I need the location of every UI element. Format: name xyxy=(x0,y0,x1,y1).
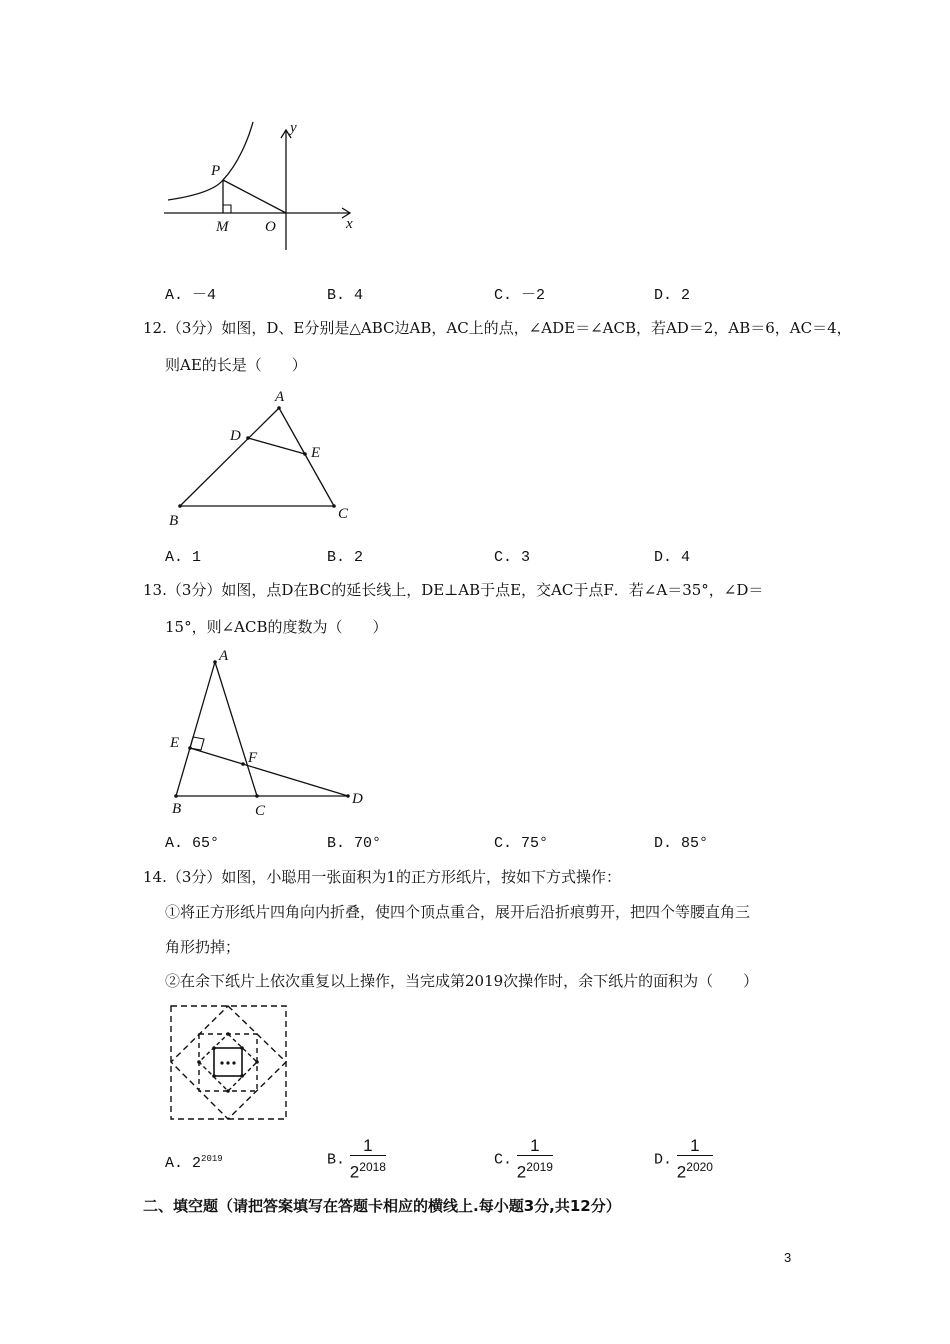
q14-option-c-base: 2 xyxy=(516,1162,527,1182)
q11-option-a[interactable]: A. －4 xyxy=(165,287,217,304)
q11-option-b[interactable]: B. 4 xyxy=(327,287,364,304)
q14-option-c-label: C. xyxy=(494,1151,513,1169)
q14-step2: ②在余下纸片上依次重复以上操作，当完成第2019次操作时，余下纸片的面积为（ ） xyxy=(165,972,759,990)
q14-option-d-numerator: 1 xyxy=(677,1137,713,1156)
vertex-dot xyxy=(226,1032,230,1036)
q14-option-a-label: A. xyxy=(165,1155,184,1172)
q13-option-b[interactable]: B. 70° xyxy=(327,835,382,852)
dot-1 xyxy=(220,1061,223,1064)
label-D: D xyxy=(352,791,363,807)
label-D: D xyxy=(230,428,241,444)
label-E: E xyxy=(170,735,180,751)
q14-option-b-fraction xyxy=(350,1137,386,1184)
vertex-dot xyxy=(240,1074,244,1078)
side-AC xyxy=(279,408,334,506)
q14-option-b-exp: 2018 xyxy=(359,1160,386,1174)
point-D xyxy=(346,794,350,798)
side-AC xyxy=(215,662,257,796)
q12-option-a[interactable]: A. 1 xyxy=(165,549,202,566)
q14-option-d[interactable] xyxy=(654,1137,713,1184)
q12-stem-line2: 则AE的长是（ ） xyxy=(165,356,307,374)
point-F xyxy=(241,762,245,766)
q14-option-d-base: 2 xyxy=(676,1162,687,1182)
q12-option-b[interactable]: B. 2 xyxy=(327,549,364,566)
q11-option-d[interactable]: D. 2 xyxy=(654,287,691,304)
point-B xyxy=(178,504,182,508)
page-number: 3 xyxy=(784,1250,792,1265)
label-P: P xyxy=(211,163,221,179)
q13-option-c[interactable]: C. 75° xyxy=(494,835,549,852)
point-D xyxy=(246,436,250,440)
hyperbola-curve xyxy=(168,122,253,200)
segment-PO xyxy=(223,180,286,213)
q14-option-d-label: D. xyxy=(654,1151,673,1169)
side-AB xyxy=(180,408,279,506)
label-F: F xyxy=(248,750,258,766)
q13-option-d[interactable]: D. 85° xyxy=(654,835,709,852)
q12-option-c[interactable]: C. 3 xyxy=(494,549,531,566)
q14-option-c-denominator xyxy=(517,1156,553,1184)
q14-option-b-denominator xyxy=(350,1156,386,1184)
segment-ED xyxy=(190,748,348,796)
dot-2 xyxy=(226,1061,229,1064)
q13-stem-line1: 13.（3分）如图，点D在BC的延长线上，DE⊥AB于点E，交AC于点F．若∠A＝35°，∠D＝ xyxy=(143,581,764,599)
q14-option-c-fraction xyxy=(517,1137,553,1184)
q14-option-a[interactable] xyxy=(165,1149,223,1174)
q14-option-c-numerator: 1 xyxy=(517,1137,553,1156)
label-y: y xyxy=(290,120,297,136)
q14-figure xyxy=(160,995,300,1130)
q14-option-c-exp: 2019 xyxy=(526,1160,553,1174)
point-B xyxy=(174,794,178,798)
q14-option-a-base: 2 xyxy=(192,1155,202,1172)
vertex-dot xyxy=(212,1046,216,1050)
point-A xyxy=(213,660,217,664)
label-C: C xyxy=(255,803,266,819)
q13-stem-line2: 15°，则∠ACB的度数为（ ） xyxy=(165,618,388,636)
q11-figure xyxy=(150,110,380,260)
q11-option-c[interactable]: C. －2 xyxy=(494,287,546,304)
q12-stem-line1: 12.（3分）如图，D、E分别是△ABC边AB，AC上的点，∠ADE＝∠ACB，若AD＝2，AB＝6，AC＝4， xyxy=(143,319,852,337)
point-E xyxy=(188,746,192,750)
label-A: A xyxy=(219,648,229,664)
right-angle-mark xyxy=(190,737,204,750)
q14-option-d-exp: 2020 xyxy=(686,1160,713,1174)
q14-step1-line2: 角形扔掉； xyxy=(165,938,241,956)
dot-3 xyxy=(232,1061,235,1064)
vertex-dot xyxy=(197,1060,201,1064)
q14-step1-line1: ①将正方形纸片四角向内折叠，使四个顶点重合，展开后沿折痕剪开，把四个等腰直角三 xyxy=(165,903,751,921)
point-A xyxy=(277,406,281,410)
point-E xyxy=(303,452,307,456)
q14-option-c[interactable] xyxy=(494,1137,553,1184)
section-2-heading: 二、填空题（请把答案填写在答题卡相应的横线上.每小题3分,共12分） xyxy=(143,1197,621,1215)
point-C xyxy=(255,794,259,798)
q14-option-d-denominator xyxy=(677,1156,713,1184)
label-O: O xyxy=(265,219,276,235)
q14-option-b[interactable] xyxy=(327,1137,386,1184)
vertex-dot xyxy=(212,1074,216,1078)
q13-option-a[interactable]: A. 65° xyxy=(165,835,220,852)
q13-figure xyxy=(160,640,380,825)
vertex-dot xyxy=(255,1060,259,1064)
q14-option-a-exp: 2019 xyxy=(201,1154,223,1164)
q12-figure xyxy=(160,380,370,530)
label-E: E xyxy=(311,445,321,461)
point-C xyxy=(332,504,336,508)
right-angle-mark xyxy=(223,205,231,213)
q14-stem-line1: 14.（3分）如图，小聪用一张面积为1的正方形纸片，按如下方式操作： xyxy=(143,868,621,886)
q14-option-d-fraction xyxy=(677,1137,713,1184)
side-AB xyxy=(176,662,215,796)
label-B: B xyxy=(172,801,182,817)
vertex-dot xyxy=(240,1046,244,1050)
q12-option-d[interactable]: D. 4 xyxy=(654,549,691,566)
label-C: C xyxy=(338,506,349,522)
label-B: B xyxy=(169,513,179,529)
label-A: A xyxy=(275,389,285,405)
label-x: x xyxy=(346,216,353,232)
q14-option-b-label: B. xyxy=(327,1151,346,1169)
vertex-dot xyxy=(226,1089,230,1093)
q14-option-b-numerator: 1 xyxy=(350,1137,386,1156)
label-M: M xyxy=(216,219,229,235)
q14-option-b-base: 2 xyxy=(349,1162,360,1182)
